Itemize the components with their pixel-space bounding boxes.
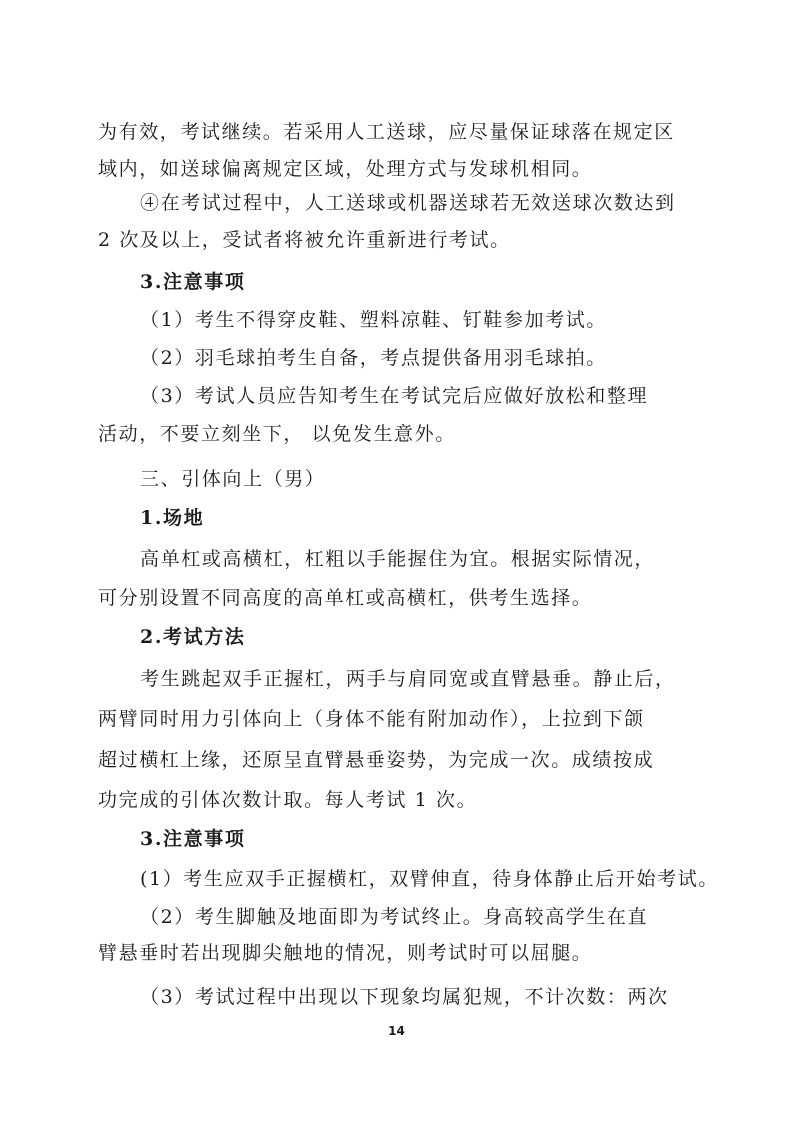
chapter-heading: 三、引体向上（男）	[140, 468, 326, 490]
body-text-line: 两臂同时用力引体向上（身体不能有附加动作），上拉到下颌	[98, 708, 645, 730]
section-heading: 3.注意事项	[140, 271, 246, 293]
list-item: （1）考生不得穿皮鞋、塑料凉鞋、钉鞋参加考试。	[140, 309, 607, 331]
list-item: （2）羽毛球拍考生自备，考点提供备用羽毛球拍。	[140, 347, 607, 369]
body-text-line: 可分别设置不同高度的高单杠或高横杠，供考生选择。	[98, 587, 593, 609]
list-item: （3）考试人员应告知考生在考试完后应做好放松和整理	[140, 385, 649, 407]
section-heading: 2.考试方法	[140, 626, 246, 648]
list-item: （3）考试过程中出现以下现象均属犯规，不计次数：两次	[140, 986, 669, 1008]
body-text-line: 为有效，考试继续。若采用人工送球，应尽量保证球落在规定区	[98, 121, 675, 143]
body-text-line: 考生跳起双手正握杠，两手与肩同宽或直臂悬垂。静止后，	[140, 668, 676, 690]
section-heading: 1.场地	[140, 507, 205, 529]
body-text-line: 功完成的引体次数计取。每人考试 1 次。	[98, 789, 478, 811]
page-number: 14	[388, 1024, 405, 1038]
body-text-line: 高单杠或高横杠，杠粗以手能握住为宜。根据实际情况，	[140, 548, 656, 570]
body-text-line: 超过横杠上缘，还原呈直臂悬垂姿势，为完成一次。成绩按成	[98, 749, 655, 771]
list-item: (1）考生应双手正握横杠，双臂伸直，待身体静止后开始考试。	[140, 868, 719, 890]
body-text-line: ④在考试过程中，人工送球或机器送球若无效送球次数达到	[140, 192, 676, 214]
body-text-line: 2 次及以上，受试者将被允许重新进行考试。	[98, 229, 511, 251]
body-text-line: 域内，如送球偏离规定区域，处理方式与发球机相同。	[98, 158, 593, 180]
section-heading: 3.注意事项	[140, 828, 246, 850]
body-text-line: 臂悬垂时若出现脚尖触地的情况，则考试时可以屈腿。	[98, 942, 593, 964]
body-text-line: 活动，不要立刻坐下， 以免发生意外。	[98, 423, 456, 445]
list-item: （2）考生脚触及地面即为考试终止。身高较高学生在直	[140, 906, 649, 928]
